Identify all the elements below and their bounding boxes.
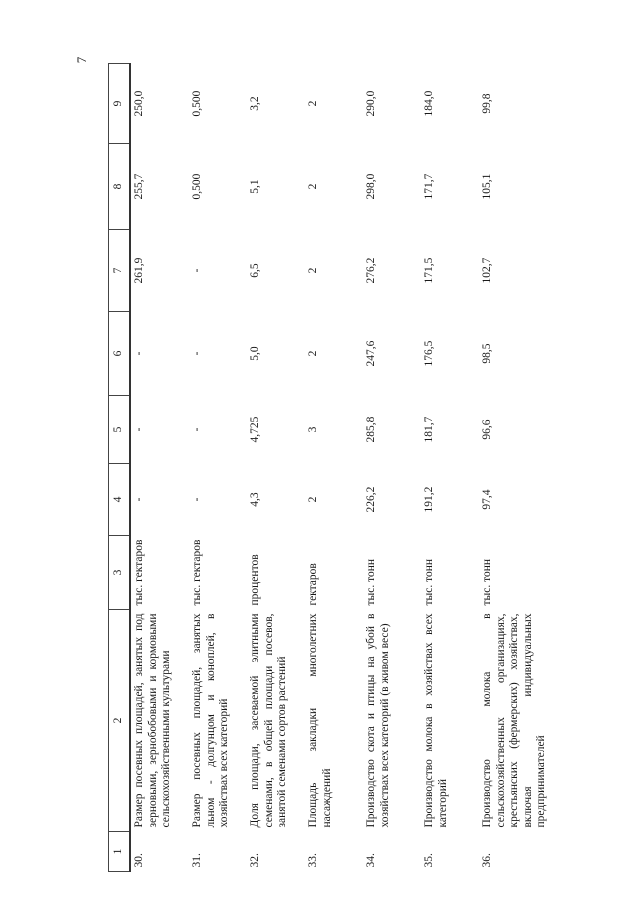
value-cell: -: [191, 427, 203, 432]
unit-cell: процентов: [249, 554, 261, 606]
column-header: 5: [109, 396, 131, 464]
indicator-name: Производство молока в хозяйствах всех категорий: [423, 613, 449, 828]
value-cell: 171,5: [423, 257, 435, 284]
column-header: 4: [109, 464, 131, 536]
table-row: [305, 64, 363, 872]
table-row: [189, 64, 247, 872]
indicator-name: Размер посевных площадей, занятых под зерновыми, зернобобовыми и кормовыми сельскохозяйственными культурами: [133, 613, 173, 828]
rotated-page: [108, 64, 548, 872]
value-cell: -: [133, 351, 145, 356]
value-cell: 171,7: [423, 173, 435, 200]
unit-cell: тыс. тонн: [423, 558, 435, 606]
value-cell: 6,5: [249, 263, 261, 278]
value-cell: 2: [307, 267, 319, 274]
unit-cell: тыс. гектаров: [191, 539, 203, 606]
value-cell: 226,2: [365, 486, 377, 513]
value-cell: 285,8: [365, 416, 377, 443]
value-cell: 2: [307, 100, 319, 107]
indicators-table: [108, 63, 567, 872]
value-cell: 0,500: [191, 90, 203, 117]
value-cell: 2: [307, 350, 319, 357]
value-cell: 98,5: [481, 343, 493, 364]
value-cell: 290,0: [365, 90, 377, 117]
unit-cell: гектаров: [307, 563, 319, 606]
row-number: 32.: [249, 853, 261, 868]
value-cell: -: [133, 497, 145, 502]
indicator-name: Размер посевных площадей, занятых льном - долгунцом и коноплей, в хозяйствах всех категорий: [191, 613, 231, 828]
value-cell: 0,500: [191, 173, 203, 200]
table-row: [130, 64, 189, 872]
column-header: 6: [109, 312, 131, 396]
column-header: 3: [109, 536, 131, 610]
row-number: 30.: [133, 853, 145, 868]
row-number: 36.: [481, 853, 493, 868]
value-cell: 3: [307, 426, 319, 433]
value-cell: 4,725: [249, 416, 261, 443]
table-row: [247, 64, 305, 872]
value-cell: 176,5: [423, 340, 435, 367]
value-cell: -: [191, 497, 203, 502]
row-number: 35.: [423, 853, 435, 868]
value-cell: -: [191, 351, 203, 356]
table-row: [479, 64, 567, 872]
column-header: 1: [109, 832, 131, 872]
value-cell: 276,2: [365, 257, 377, 284]
value-cell: 298,0: [365, 173, 377, 200]
value-cell: 247,6: [365, 340, 377, 367]
column-header: 9: [109, 64, 131, 144]
row-number: 31.: [191, 853, 203, 868]
value-cell: 99,8: [481, 93, 493, 114]
value-cell: -: [133, 427, 145, 432]
value-cell: 261,9: [133, 257, 145, 284]
value-cell: 181,7: [423, 416, 435, 443]
table-row: [363, 64, 421, 872]
row-number: 33.: [307, 853, 319, 868]
value-cell: 2: [307, 183, 319, 190]
value-cell: 105,1: [481, 173, 493, 200]
column-header: 8: [109, 144, 131, 230]
value-cell: 97,4: [481, 489, 493, 510]
unit-cell: тыс. гектаров: [133, 539, 145, 606]
value-cell: 191,2: [423, 486, 435, 513]
value-cell: 102,7: [481, 257, 493, 284]
value-cell: 5,0: [249, 346, 261, 361]
row-number: 34.: [365, 853, 377, 868]
page-number: 7: [74, 56, 89, 64]
column-header: 7: [109, 230, 131, 312]
unit-cell: тыс. тонн: [481, 558, 493, 606]
indicator-name: Доля площади, засеваемой элитными семенами, в общей площади посевов, занятой семенами сортов растений: [249, 613, 289, 828]
value-cell: 3,2: [249, 96, 261, 111]
value-cell: 255,7: [133, 173, 145, 200]
value-cell: 5,1: [249, 179, 261, 194]
value-cell: 96,6: [481, 419, 493, 440]
value-cell: 4,3: [249, 492, 261, 507]
value-cell: 184,0: [423, 90, 435, 117]
table-row: [421, 64, 479, 872]
unit-cell: тыс. тонн: [365, 558, 377, 606]
indicator-name: Площадь закладки многолетних насаждений: [307, 613, 333, 828]
header-row: [109, 64, 131, 872]
column-header: 2: [109, 610, 131, 832]
indicator-name: Производство молока в сельскохозяйственных организациях, крестьянских (фермерских) хозяйствах, включая индивидуальных предпринимателей: [481, 613, 548, 828]
indicator-name: Производство скота и птицы на убой в хозяйствах всех категорий (в живом весе): [365, 613, 391, 828]
value-cell: -: [191, 268, 203, 273]
value-cell: 250,0: [133, 90, 145, 117]
value-cell: 2: [307, 496, 319, 503]
